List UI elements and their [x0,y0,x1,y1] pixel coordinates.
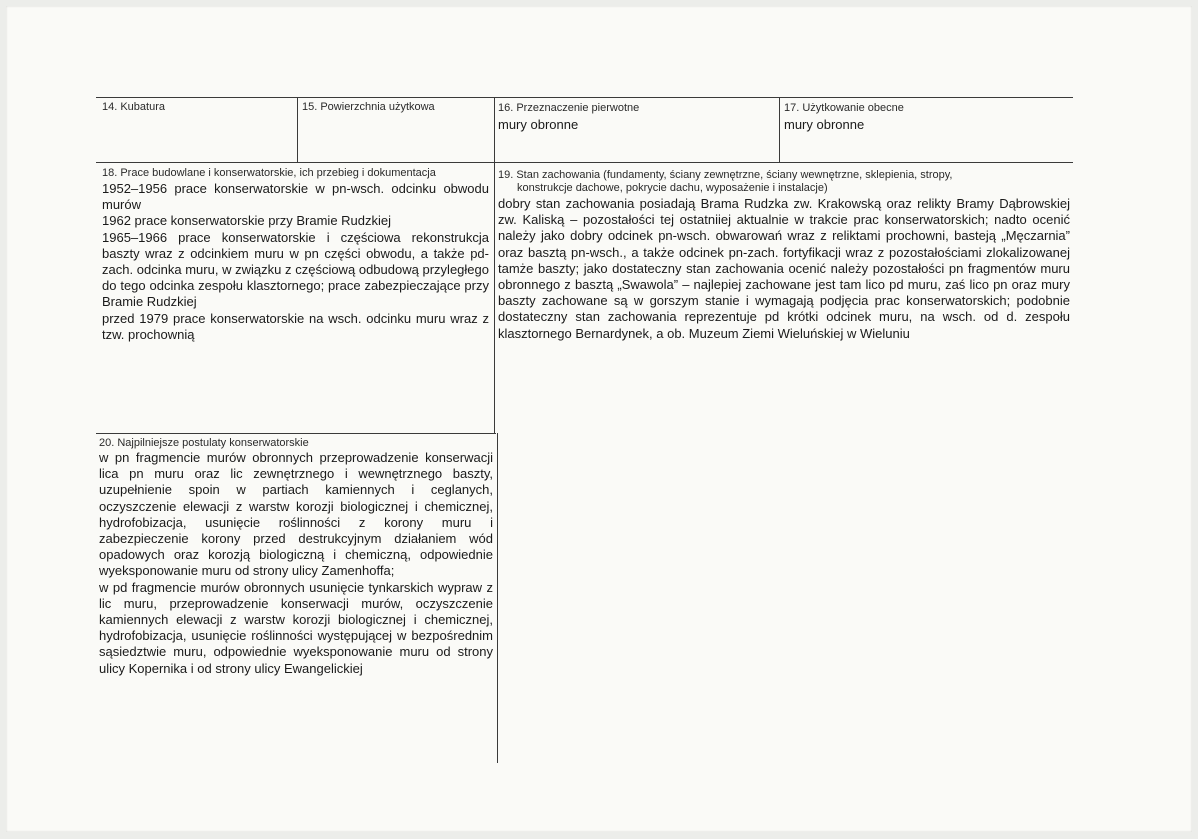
field-18-entry: 1965–1966 prace konserwatorskie i częściowa rekonstrukcja baszty wraz z odcinkiem muru w pn części obwodu, a także pd-zach. odcinka muru, w związku z częściową odbudową przyległego do tego odcinka zespołu klasztornego; prace zabezpieczające przy Bramie Rudzkiej [102,229,489,310]
field-15-label: 15. Powierzchnia użytkowa [302,101,435,113]
field-20-body [99,450,493,677]
divider-14-15 [297,97,298,163]
divider-15-16 [494,97,495,163]
field-19-text: dobry stan zachowania posiadają Brama Rudzka zw. Krakowską oraz relikty Bramy Dąbrowskiej zw. Kaliską – pozostałości tej ostatniiej aktualnie w trakcie prac konserwatorskich; nadto ocenić należy jako dobry odcinek pn-wsch. obwarowań wraz z reliktami prochowni, basteją „Męczarnia” oraz basztą pn-wsch., a także odcinek pn-zach. fortyfikacji wraz z pozostałościami zlokalizowanej tamże baszty; jako dostateczny stan zachowania ocenić należy pozostałości pn fragmentów muru obronnego z basztą „Swawola” – najlepiej zachowane jest tam lico pd muru, zaś lico pn oraz mury baszty zachowane są w gorszym stanie i wymagają podjęcia prac konserwatorskich; podobnie dostateczny stan zachowania reprezentuje pd krótki odcinek muru, na wsch. od d. zespołu klasztornego Bernardynek, a ob. Muzeum Ziemi Wieluńskiej w Wieluniu [498,196,1070,341]
field-19-body [498,196,1070,342]
field-20-entry: w pd fragmencie murów obronnych usunięcie tynkarskich wypraw z lic muru, przeprowadzenie konserwacji murów, oczyszczenie kamiennych elewacji z warstw korozji biologicznej i chemicznej, hydrofobizacja, usunięcie roślinności występującej w bezpośrednim sąsiedztwie muru, odpowiednie wyeksponowanie muru od strony ulicy Kopernika i od strony ulicy Ewangelickiej [99,579,493,676]
row1-bottom-border [96,162,1073,163]
field-16-label: 16. Przeznaczenie pierwotne [498,102,640,114]
field-16-value: mury obronne [498,117,579,132]
field-20-entry: w pn fragmencie murów obronnych przeprowadzenie konserwacji lica pn muru oraz lic zewnętrznego i wewnętrznego baszty, uzupełnienie spoin w partiach kamiennych i ceglanych, oczyszczenie elewacji z warstw korozji biologicznej i chemicznej, hydrofobizacja, usunięcie roślinności z korony muru i zabezpieczenie korony przed destrukcyjnym działaniem wód opadowych oraz korozją biologiczną i chemiczną, odpowiednie wyeksponowanie muru od strony ulicy Zamenhoffa; [99,450,493,579]
field-18-entry: przed 1979 prace konserwatorskie na wsch. odcinku muru wraz z tzw. prochownią [102,310,489,342]
field-18-label: 18. Prace budowlane i konserwatorskie, ich przebieg i dokumentacja [102,167,436,179]
field-17-label: 17. Użytkowanie obecne [784,102,904,114]
field-19-label: 19. Stan zachowania (fundamenty, ściany zewnętrzne, ściany wewnętrzne, sklepienia, stropy, [498,169,953,181]
field-14-label: 14. Kubatura [102,101,165,113]
row1-top-border [96,97,1073,98]
field-18-body [102,181,489,343]
field-18-entry: 1952–1956 prace konserwatorskie w pn-wsch. odcinku obwodu murów [102,181,489,213]
divider-18-19 [494,162,495,434]
field-18-entry: 1962 prace konserwatorskie przy Bramie Rudzkiej [102,213,392,229]
divider-20-right [497,433,498,763]
row3-top-border [96,433,496,434]
field-17-value: mury obronne [784,117,865,132]
form-sheet [6,6,1192,832]
field-20-label: 20. Najpilniejsze postulaty konserwatorskie [99,437,309,449]
divider-16-17 [779,97,780,163]
field-19-label-continuation: konstrukcje dachowe, pokrycie dachu, wyposażenie i instalacje) [517,182,828,194]
